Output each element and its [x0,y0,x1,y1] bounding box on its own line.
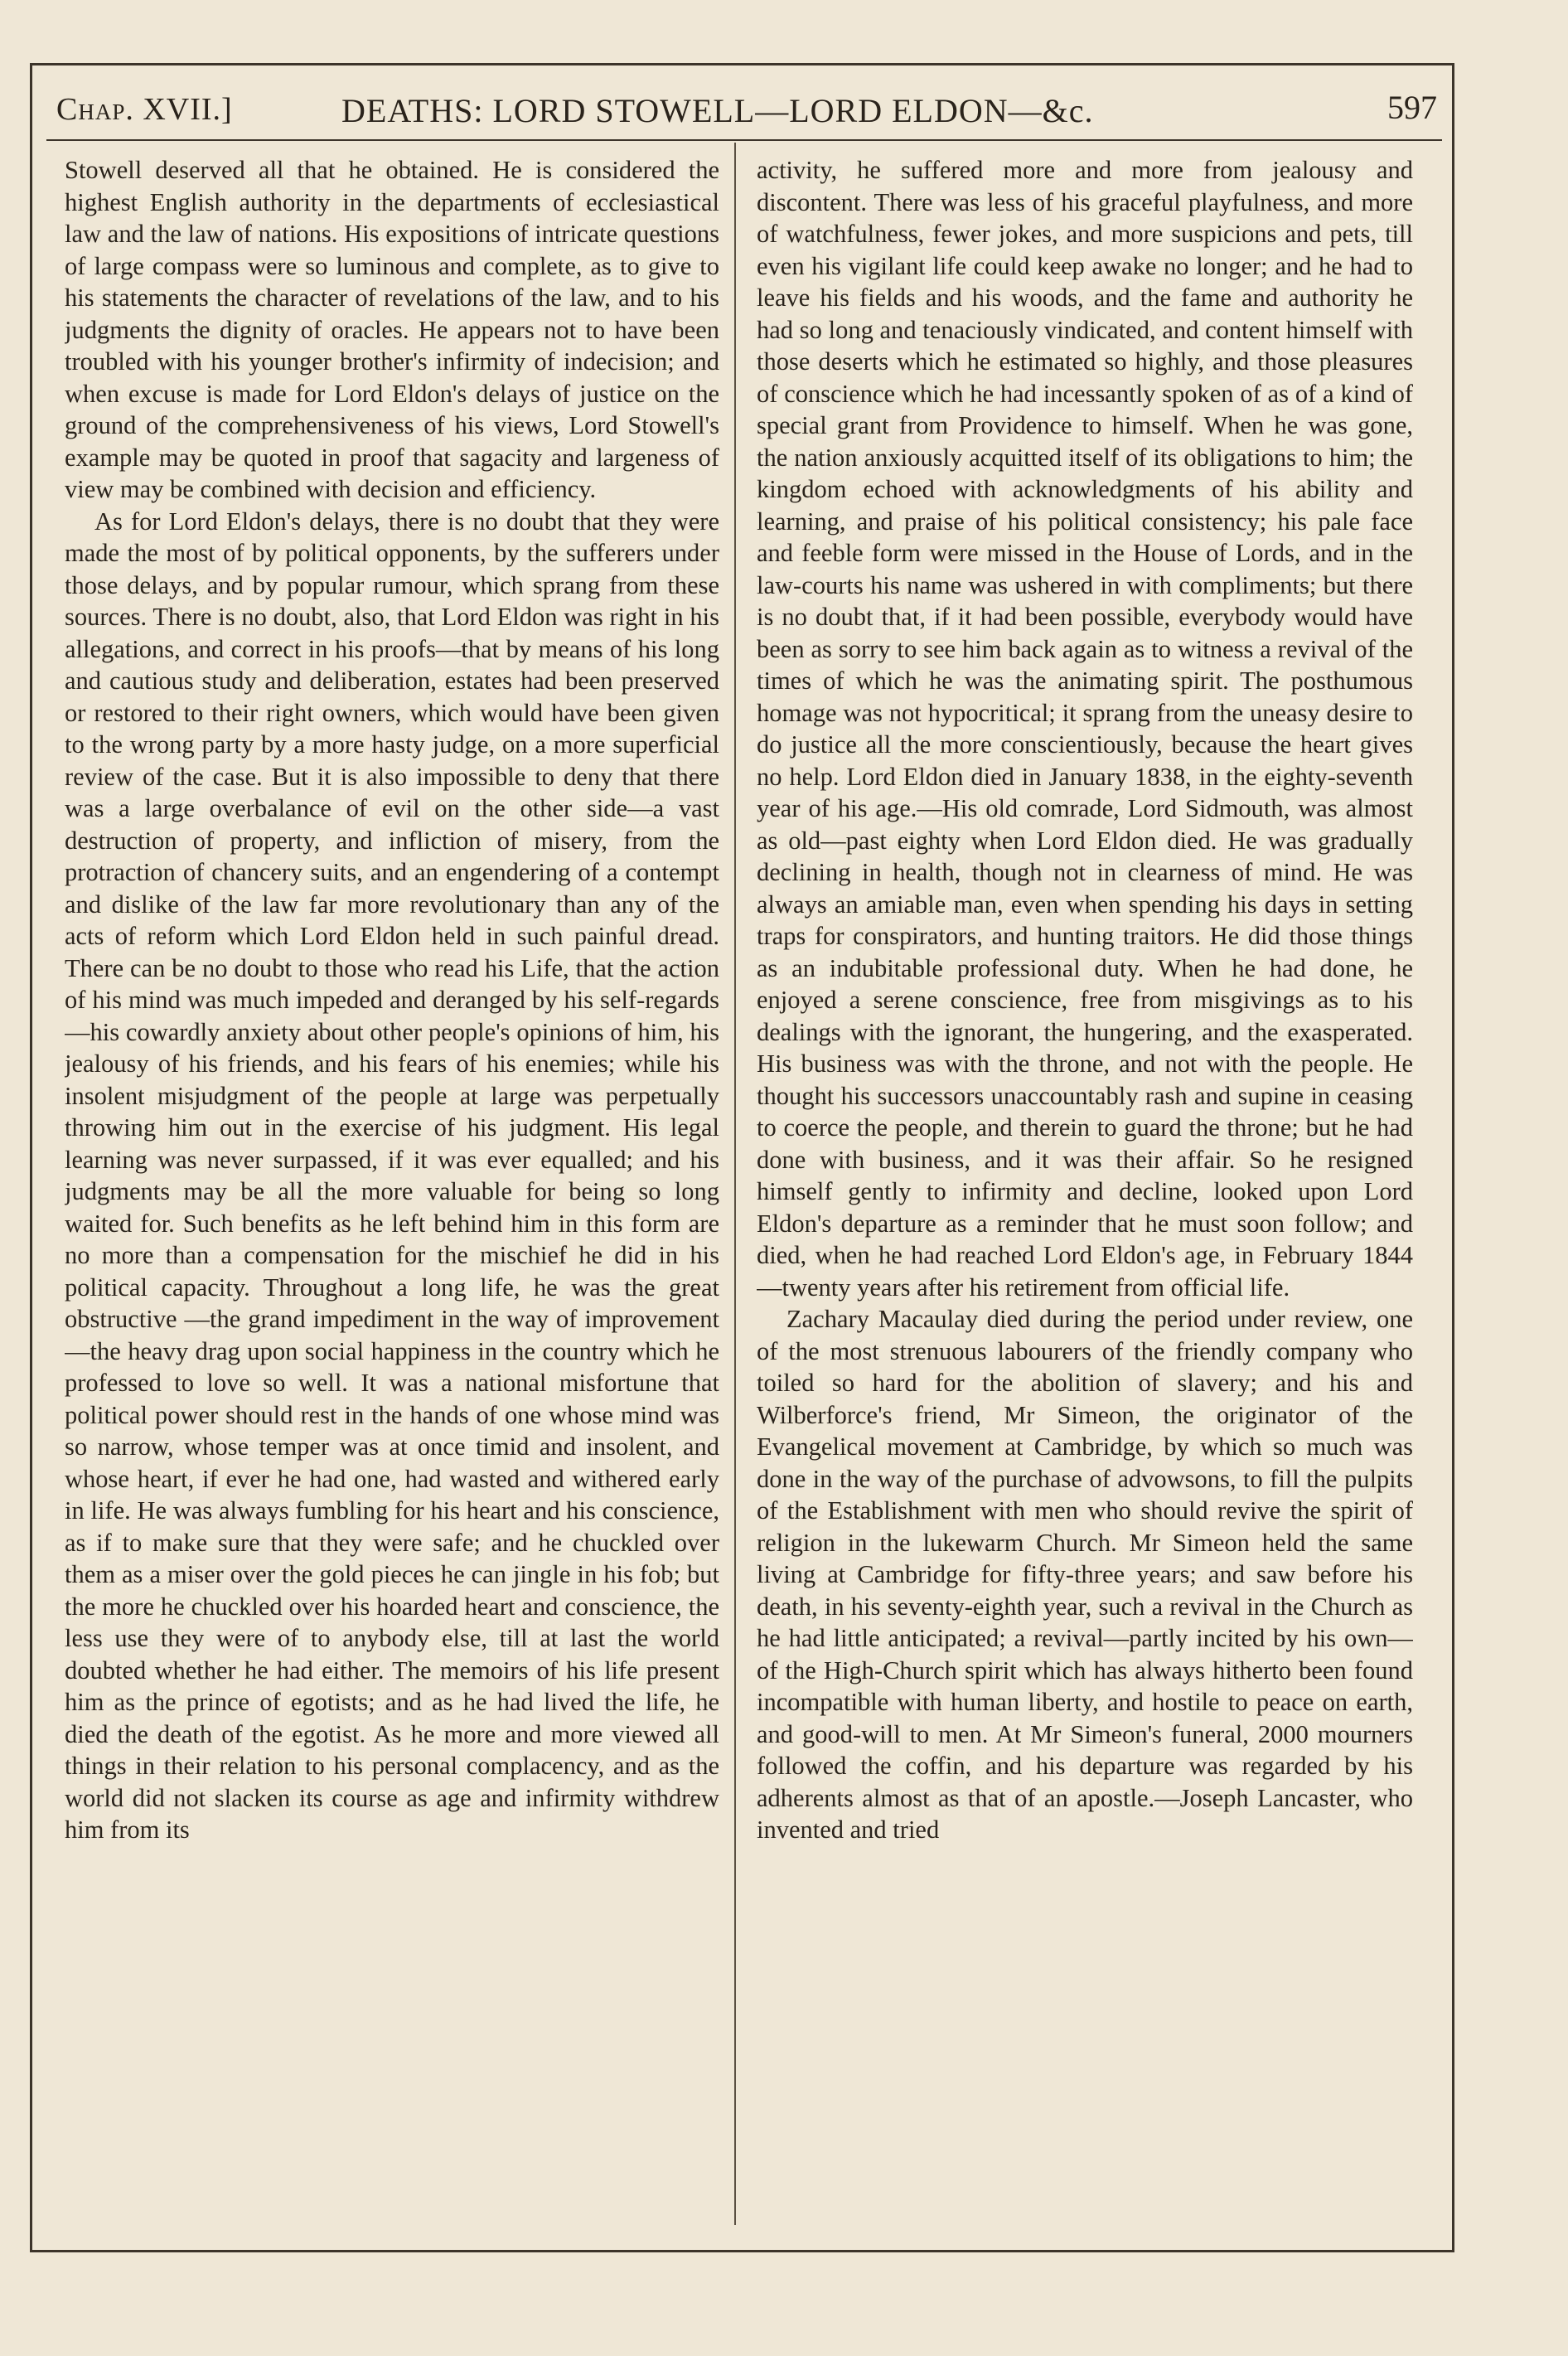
header-rule [46,139,1442,141]
left-column [65,154,719,2227]
page-border-top [30,63,1454,65]
column-divider [734,143,736,2225]
paragraph: Stowell deserved all that he obtained. He is considered the highest English authority in the departments of ecclesiastical law and the law of nations. His expositions of intricate questions of large compass were so luminous and complete, as to give to his statements the character of revelations of the law, and to his judgments the dignity of oracles. He appears not to have been troubled with his younger brother's infirmity of indecision; and when excuse is made for Lord Eldon's delays of justice on the ground of the comprehensiveness of his views, Lord Stowell's example may be quoted in proof that sagacity and largeness of view may be combined with decision and efficiency. [65,156,719,503]
paragraph: Zachary Macaulay died during the period under review, one of the most strenuous labourers of the friendly company who toiled so hard for the abolition of slavery; and his and Wilberforce's friend, Mr Simeon, the originator of the Evangelical movement at Cambridge, by which so much was done in the way of the purchase of advowsons, to fill the pulpits of the Establishment with men who should revive the spirit of religion in the lukewarm Church. Mr Simeon held the same living at Cambridge for fifty-three years; and saw before his death, in his seventy-eighth year, such a revival in the Church as he had little anticipated; a revival—partly incited by his own—of the High-Church spirit which has always hitherto been found incompatible with human liberty, and hostile to peace on earth, and good-will to men. At Mr Simeon's funeral, 2000 mourners followed the coffin, and his departure was regarded by his adherents almost as that of an apostle.—Joseph Lancaster, who invented and tried [757,1305,1413,1844]
page-border-bottom [30,2250,1454,2252]
page-border-right [1452,63,1454,2252]
page-border-left [30,63,32,2252]
chapter-label: Chap. XVII.] [56,92,233,127]
right-column [757,154,1413,2227]
running-header [46,86,1442,136]
paragraph: activity, he suffered more and more from jealousy and discontent. There was less of his graceful playfulness, and more of watchfulness, fewer jokes, and more suspicions and pets, till even his vigilant life could keep awake no longer; and he had to leave his fields and his woods, and the fame and authority he had so long and tenaciously vindicated, and content himself with those deserts which he estimated so highly, and those pleasures of conscience which he had incessantly spoken of as of a kind of special grant from Providence to himself. When he was gone, the nation anxiously acquitted itself of its obligations to him; the kingdom echoed with acknowledgments of his ability and learning, and praise of his political consistency; his pale face and feeble form were missed in the House of Lords, and in the law-courts his name was ushered in with compliments; but there is no doubt that, if it had been possible, everybody would have been as sorry to see him back again as to witness a revival of the times of which he was the animating spirit. The posthumous homage was not hypocritical; it sprang from the uneasy desire to do justice all the more conscientiously, because the heart gives no help. Lord Eldon died in January 1838, in the eighty-seventh year of his age.—His old comrade, Lord Sidmouth, was almost as old—past eighty when Lord Eldon died. He was gradually declining in health, though not in clearness of mind. He was always an amiable man, even when spending his days in setting traps for conspirators, and hunting traitors. He did those things as an indubitable professional duty. When he had done, he enjoyed a serene conscience, free from misgivings as to his dealings with the ignorant, the hungering, and the exasperated. His business was with the throne, and not with the people. He thought his successors unaccountably rash and supine in ceasing to coerce the people, and therein to guard the throne; but he had done with business, and it was their affair. So he resigned himself gently to infirmity and decline, looked upon Lord Eldon's departure as a reminder that he must soon follow; and died, when he had reached Lord Eldon's age, in February 1844—twenty years after his retirement from official life. [757,156,1413,1302]
running-title: DEATHS: LORD STOWELL—LORD ELDON—&c. [341,92,1094,129]
paragraph: As for Lord Eldon's delays, there is no doubt that they were made the most of by political opponents, by the sufferers under those delays, and by popular rumour, which sprang from these sources. There is no doubt, also, that Lord Eldon was right in his allegations, and correct in his proofs—that by means of his long and cautious study and deliberation, estates had been preserved or restored to their right owners, which would have been given to the wrong party by a more hasty judge, on a more superficial review of the case. But it is also impossible to deny that there was a large overbalance of evil on the other side—a vast destruction of property, and infliction of misery, from the protraction of chancery suits, and an engendering of a contempt and dislike of the law far more revolutionary than any of the acts of reform which Lord Eldon held in such painful dread. There can be no doubt to those who read his Life, that the action of his mind was much impeded and deranged by his self-regards—his cowardly anxiety about other people's opinions of him, his jealousy of his friends, and his fears of his enemies; while his insolent misjudgment of the people at large was perpetually throwing him out in the exercise of his judgment. His legal learning was never surpassed, if it was ever equalled; and his judgments may be all the more valuable for being so long waited for. Such benefits as he left behind him in this form are no more than a compensation for the mischief he did in his political capacity. Throughout a long life, he was the great obstructive —the grand impediment in the way of improvement —the heavy drag upon social happiness in the country which he professed to love so well. It was a national misfortune that political power should rest in the hands of one whose mind was so narrow, whose temper was at once timid and insolent, and whose heart, if ever he had one, had wasted and withered early in life. He was always fumbling for his heart and his conscience, as if to make sure that they were safe; and he chuckled over them as a miser over the gold pieces he can jingle in his fob; but the more he chuckled over his hoarded heart and conscience, the less use they were of to anybody else, till at last the world doubted whether he had either. The memoirs of his life present him as the prince of egotists; and as he had lived the life, he died the death of the egotist. As he more and more viewed all things in their relation to his personal complacency, and as the world did not slacken its course as age and infirmity withdrew him from its [65,507,719,1844]
page-number: 597 [1387,89,1437,126]
